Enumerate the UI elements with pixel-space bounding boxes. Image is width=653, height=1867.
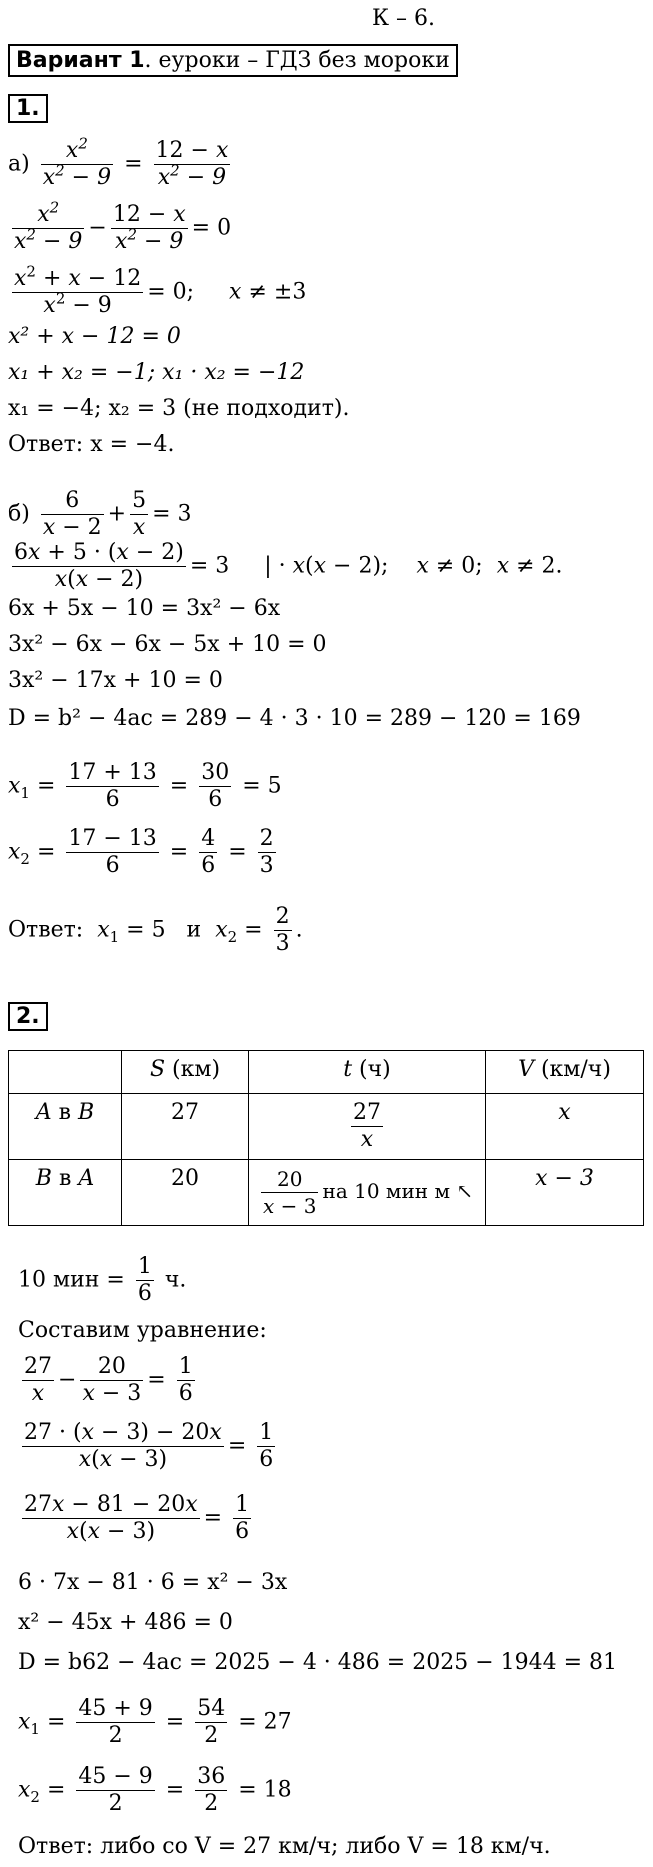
task1-b-line3: 3x² − 17x + 10 = 0 [8,668,223,693]
table-header-row: S (км) t (ч) V (км/ч) [9,1051,644,1094]
task1-a-line1: x² + x − 12 = 0 [8,324,181,349]
task2-compose: Составим уравнение: [18,1318,267,1343]
task2-eq1: $\frac{27}{x}$ − $\frac{20}{x - 3}$ = $\frac{1}{6}$ [24,1354,193,1406]
task2-min: 10 мин = $\frac{1}{6}$ ч. [18,1254,187,1306]
task1-b-answer: Ответ: $x_1 = 5$ и $x_2$ = $\frac{2}{3}$ . [8,904,303,956]
task2-answer: Ответ: либо со V = 27 км/ч; либо V = 18 км/ч. [18,1834,551,1859]
task2-line2: x² − 45x + 486 = 0 [18,1610,233,1635]
table-row: B в A 20 $\frac{20}{x - 3}$ на 10 мин м ↖ x − 3 [9,1160,644,1226]
task1-a-line3: x₁ = −4; x₂ = 3 (не подходит). [8,396,350,421]
task1-a-step1: $\frac{x^2}{x^2 - 9}$ − $\frac{12 - x}{x^2 - 9}$ = 0 [14,198,232,254]
task2-eq3: $\frac{27x - 81 - 20x}{x(x - 3)}$ = $\frac{1}{6}$ [24,1492,250,1544]
table-row: A в B 27 $\frac{27}{x}$ x [9,1094,644,1160]
task1-b-step1: $\frac{6x + 5 \cdot (x - 2)}{x(x - 2)}$ = 3 | · x(x − 2); x ≠ 0; x ≠ 2. [14,540,563,592]
task1-a-step2: $\frac{x^2 + x - 12}{x^2 - 9}$ = 0; x ≠ ±3 [14,262,307,318]
task2-line1: 6 · 7x − 81 · 6 = x² − 3x [18,1570,288,1595]
title-box [8,44,458,77]
task1-b-x2: $x_2$ = $\frac{17 - 13}{6}$ = $\frac{4}{6}$ = $\frac{2}{3}$ [8,826,274,878]
task1-b-line1: 6x + 5x − 10 = 3x² − 6x [8,596,281,621]
variant-label: Вариант 1 [16,48,145,73]
task1-b-x1: $x_1$ = $\frac{17 + 13}{6}$ = $\frac{30}{6}$ = 5 [8,760,282,812]
task1-a-eq: а) $\frac{x^2}{x^2 - 9}$ = $\frac{12 - x}{x^2 - 9}$ [8,134,229,190]
title-rest: . еуроки – ГДЗ без мороки [144,48,450,73]
task1-number: 1. [8,94,48,123]
task2-x1: $x_1$ = $\frac{45 + 9}{2}$ = $\frac{54}{2}$ = 27 [18,1696,292,1748]
task2-table [8,1050,644,1226]
task1-b-line2: 3x² − 6x − 6x − 5x + 10 = 0 [8,632,327,657]
task1-a-line2: x₁ + x₂ = −1; x₁ · x₂ = −12 [8,360,305,385]
task1-a-answer: Ответ: x = −4. [8,432,175,457]
task2-x2: $x_2$ = $\frac{45 - 9}{2}$ = $\frac{36}{2}$ = 18 [18,1764,292,1816]
task1-b-line4: D = b² − 4ac = 289 − 4 · 3 · 10 = 289 − 120 = 169 [8,706,581,731]
task1-b-eq: б) $\frac{6}{x - 2}$ + $\frac{5}{x}$ = 3 [8,488,192,540]
task2-line3: D = b62 − 4ac = 2025 − 4 · 486 = 2025 − 1944 = 81 [18,1650,618,1675]
task2-number: 2. [8,1002,48,1031]
header-code: К – 6. [372,6,436,31]
task2-eq2: $\frac{27 \cdot (x - 3) - 20x}{x(x - 3)}$ = $\frac{1}{6}$ [24,1420,274,1472]
